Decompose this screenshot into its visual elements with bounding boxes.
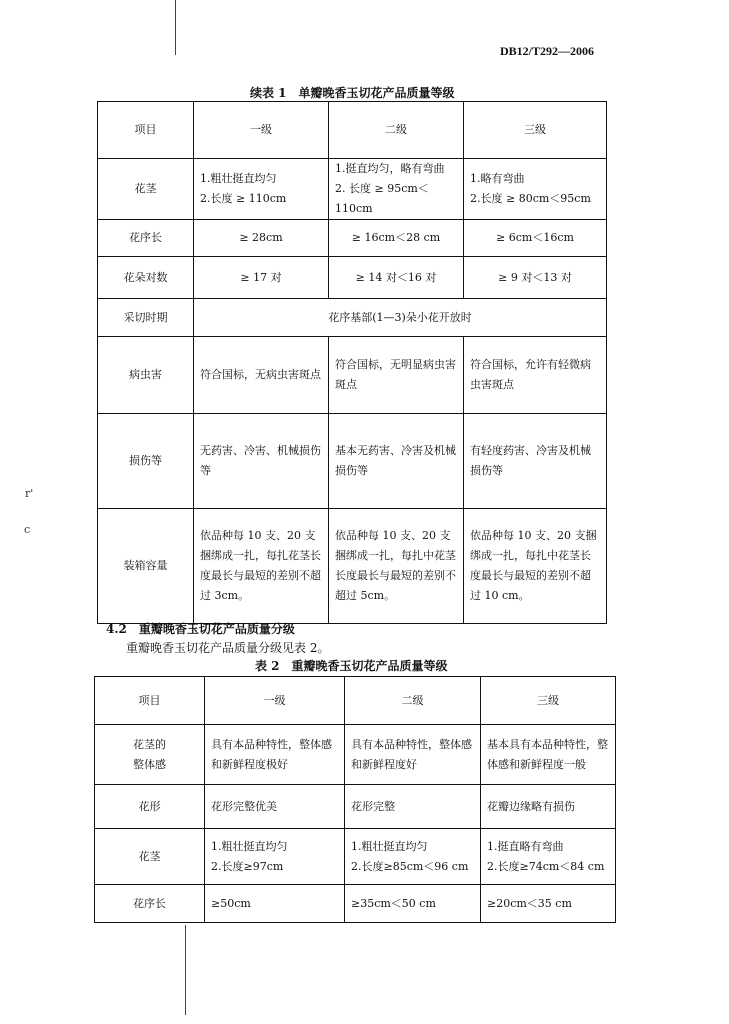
- cell-line: 1.粗壮挺直均匀: [211, 839, 288, 853]
- section-heading: 4.2 重瓣晚香玉切花产品质量分级: [106, 622, 295, 636]
- table-cell: [194, 159, 329, 220]
- table-cell: [481, 829, 616, 885]
- table-row: [98, 414, 607, 509]
- table-cell: 花形完整: [345, 785, 481, 829]
- row-label: 损伤等: [98, 414, 194, 509]
- table-row: [95, 725, 616, 785]
- cell-line: 1.挺直略有弯曲: [487, 839, 564, 853]
- row-label: 花朵对数: [98, 257, 194, 299]
- table-cell: ≥ 17 对: [194, 257, 329, 299]
- table2-header-cell: 一级: [205, 677, 345, 725]
- table-row: [98, 220, 607, 257]
- scan-speck: c: [24, 523, 31, 536]
- table-cell: ≥20cm＜35 cm: [481, 885, 616, 923]
- table1: [97, 101, 607, 624]
- scan-speck: r': [25, 487, 34, 500]
- table2-header-cell: 三级: [481, 677, 616, 725]
- cell-line: 1.略有弯曲: [470, 172, 525, 185]
- table1-header-cell: 二级: [329, 102, 464, 159]
- row-label: 病虫害: [98, 337, 194, 414]
- row-label: 装箱容量: [98, 509, 194, 624]
- row-label: 采切时期: [98, 299, 194, 337]
- table-row: [95, 829, 616, 885]
- table2-caption: 表 2 重瓣晚香玉切花产品质量等级: [255, 659, 448, 673]
- table-cell: ≥50cm: [205, 885, 345, 923]
- table1-header-row: [98, 102, 607, 159]
- cell-line: 2.长度 ≥ 110cm: [200, 192, 287, 205]
- table-cell: 符合国标，无病虫害斑点: [194, 337, 329, 414]
- table-cell: ≥ 6cm＜16cm: [464, 220, 607, 257]
- table2-header-row: [95, 677, 616, 725]
- section-paragraph: 重瓣晚香玉切花产品质量分级见表 2。: [126, 641, 330, 655]
- table-row: [98, 159, 607, 220]
- row-label: 花序长: [95, 885, 205, 923]
- table-cell: 花形完整优美: [205, 785, 345, 829]
- row-label: [95, 725, 205, 785]
- table-cell: ≥ 28cm: [194, 220, 329, 257]
- table-cell: [205, 829, 345, 885]
- table2-header-cell: 二级: [345, 677, 481, 725]
- table-row: [98, 257, 607, 299]
- table1-caption: 续表 1 单瓣晚香玉切花产品质量等级: [250, 86, 455, 100]
- table-cell: 基本无药害、冷害及机械损伤等: [329, 414, 464, 509]
- table-row: [98, 337, 607, 414]
- table-cell: 依品种每 10 支、20 支捆绑成一扎，每扎中花茎长度最长与最短的差别不超过 10 cm。: [464, 509, 607, 624]
- table2-header-cell: 项目: [95, 677, 205, 725]
- table-cell: 具有本品种特性，整体感和新鲜程度好: [345, 725, 481, 785]
- row-label-line: 花茎的: [133, 737, 166, 751]
- cell-line: 1.粗壮挺直均匀: [200, 172, 277, 185]
- table-cell: ≥ 9 对＜13 对: [464, 257, 607, 299]
- table-cell-merged: 花序基部(1—3)朵小花开放时: [194, 299, 607, 337]
- cell-line: 1.粗壮挺直均匀: [351, 839, 428, 853]
- row-label: 花茎: [95, 829, 205, 885]
- scan-edge-mark-bottom: [185, 925, 186, 1015]
- table2: [94, 676, 616, 923]
- cell-line: 2. 长度 ≥ 95cm＜110cm: [335, 182, 429, 215]
- row-label: 花序长: [98, 220, 194, 257]
- table-cell: 无药害、冷害、机械损伤等: [194, 414, 329, 509]
- row-label: 花形: [95, 785, 205, 829]
- table-cell: ≥ 14 对＜16 对: [329, 257, 464, 299]
- table1-header-cell: 项目: [98, 102, 194, 159]
- table1-header-cell: 三级: [464, 102, 607, 159]
- cell-line: 1.挺直均匀，略有弯曲: [335, 162, 445, 175]
- cell-line: 2.长度≥97cm: [211, 859, 284, 873]
- scan-edge-mark-top: [175, 0, 176, 55]
- table-cell: 有轻度药害、冷害及机械损伤等: [464, 414, 607, 509]
- table-cell: [464, 159, 607, 220]
- table-row: [98, 299, 607, 337]
- table-cell: 依品种每 10 支、20 支捆绑成一扎，每扎中花茎长度最长与最短的差别不超过 5cm。: [329, 509, 464, 624]
- table-cell: [345, 829, 481, 885]
- table-cell: 依品种每 10 支、20 支捆绑成一扎，每扎花茎长度最长与最短的差别不超过 3cm。: [194, 509, 329, 624]
- table-cell: ≥ 16cm＜28 cm: [329, 220, 464, 257]
- row-label-line: 整体感: [133, 757, 166, 771]
- cell-line: 2.长度 ≥ 80cm＜95cm: [470, 192, 591, 205]
- table-cell: 符合国标，允许有轻微病虫害斑点: [464, 337, 607, 414]
- table-cell: [329, 159, 464, 220]
- standard-code: DB12/T292—2006: [500, 44, 595, 58]
- table-cell: 符合国标，无明显病虫害斑点: [329, 337, 464, 414]
- table-cell: 具有本品种特性，整体感和新鲜程度极好: [205, 725, 345, 785]
- cell-line: 2.长度≥74cm＜84 cm: [487, 859, 605, 873]
- row-label: 花茎: [98, 159, 194, 220]
- table-cell: ≥35cm＜50 cm: [345, 885, 481, 923]
- table1-header-cell: 一级: [194, 102, 329, 159]
- cell-line: 2.长度≥85cm＜96 cm: [351, 859, 469, 873]
- table-row: [95, 785, 616, 829]
- table-cell: 花瓣边缘略有损伤: [481, 785, 616, 829]
- table-row: [95, 885, 616, 923]
- table-cell: 基本具有本品种特性，整体感和新鲜程度一般: [481, 725, 616, 785]
- table-row: [98, 509, 607, 624]
